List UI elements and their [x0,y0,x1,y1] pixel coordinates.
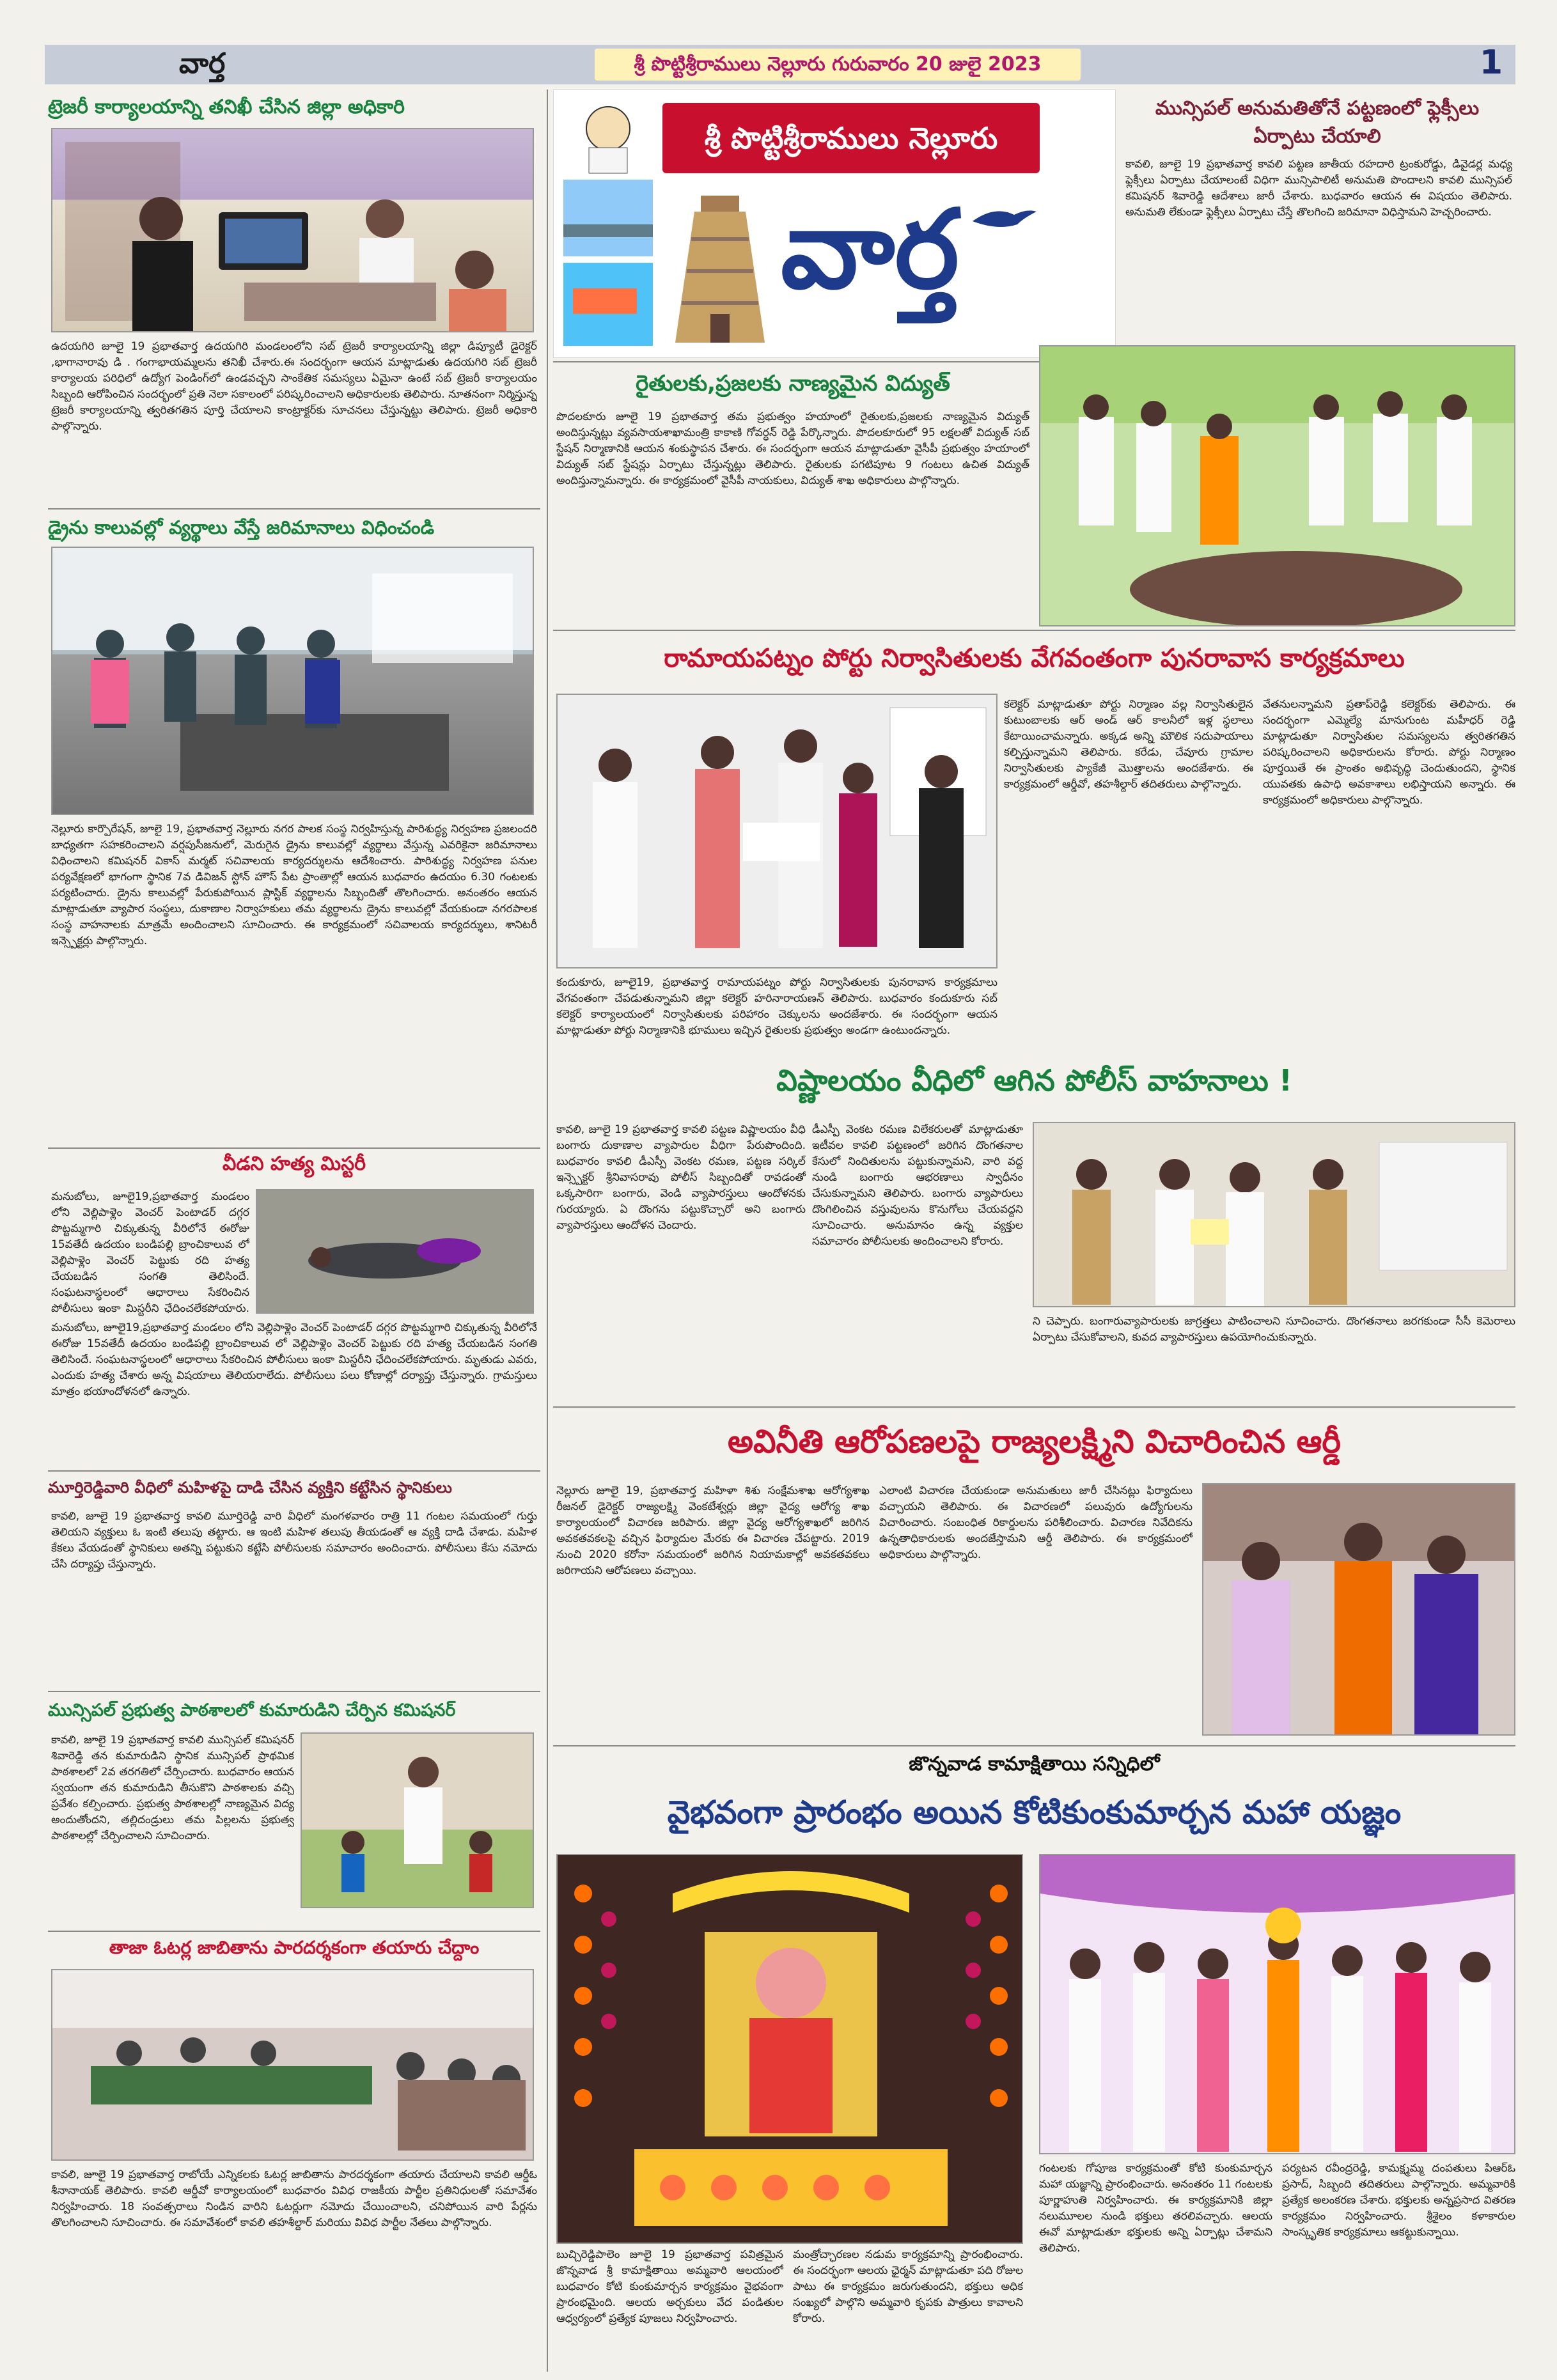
murder-headline: వీడని హత్య మిస్టరీ [223,1153,366,1175]
yagnam-body-2: మంత్రోచ్ఛారణల నడుమ కార్యక్రమాన్ని ప్రారంభించారు. ఈ సందర్భంగా ఆలయ ఛైర్మన్ మాట్లాడుతూ పది రోజుల పాటు ఈ కార్యక్రమం జరుగుతుందని, భక్తులు అధిక సంఖ్యలో పాల్గొని అమ్మవారి కృపకు పాత్రులు కావాలని కోరారు. [793,2248,1023,2325]
yagnam-crowd-photo [1039,1854,1515,2154]
divider [48,1931,540,1932]
murder-photo [256,1189,534,1314]
thief-headline: మూర్తిరెడ్డివారి వీధిలో మహిళపై దాడి చేసిన వ్యక్తిని కట్టేసిన స్థానికులు [48,1479,452,1497]
drain-headline: డ్రైను కాలువల్లో వ్యర్థాలు వేస్తే జరిమానాలు విధించండి [48,517,435,538]
power-scene [1040,346,1515,626]
port-headline: రామాయపట్నం పోర్టు నిర్వాసితులకు వేగవంతంగా పునరావాస కార్యక్రమాలు [664,644,1405,673]
divider [48,1470,540,1472]
voters-scene [52,1970,534,2161]
port-photo [556,694,998,968]
power-headline: రైతులకు,ప్రజలకు నాణ్యమైన విద్యుత్ [636,371,950,396]
power-body: పొదలకూరు జూలై 19 ప్రభాతవార్త తమ ప్రభుత్వం హయాంలో రైతులకు,ప్రజలకు నాణ్యమైన విద్యుత్ అందిస్తున్నట్లు వ్యవసాయశాఖామంత్రి కాకాణి గోవర్ధన్ రెడ్డి పేర్కొన్నారు. పొదలకూరులో 95 లక్షలతో విద్యుత్ సబ్ స్టేషన్ నిర్మాణానికి ఆయన శంకుస్థాపన చేశారు. ఈ సందర్భంగా ఆయన మాట్లాడుతూ వైసీపీ ప్రభుత్వం హయాంలో విద్యుత్ సబ్ స్టేషన్లు ఏర్పాటు చేస్తున్నట్లు తెలిపారు. రైతులకు పగటిపూట 9 గంటలు ఉచిత విద్యుత్ అందిస్తున్నామన్నారు. ఈ కార్యక్రమంలో వైసీపీ నాయకులు, విద్యుత్ శాఖ అధికారులు పాల్గొన్నారు. [556,410,1029,487]
police-headline: విష్ణాలయం వీధిలో ఆగిన పోలీస్ వాహనాలు ! [553,1052,1515,1109]
police-scene [1034,1123,1515,1307]
yagnam-deity-photo [556,1854,1023,2244]
divider [48,508,540,509]
divider [553,630,1515,631]
voters-photo [51,1969,534,2161]
divider [553,1745,1515,1746]
murder-scene [257,1190,534,1314]
acb-photo [1202,1483,1515,1736]
divider [48,1147,540,1149]
treasury-scene [52,129,534,332]
acb-body-1: నెల్లూరు జూలై 19, ప్రభాతవార్త మహిళా శిశు సంక్షేమశాఖ ఆరోగ్యశాఖ రీజనల్ డైరెక్టర్ రాజ్యలక్ష్మి వెంకటేశ్వర్లు జిల్లా వైద్య ఆరోగ్య శాఖ కార్యాలయంలో విచారణ జరిపారు. జిల్లా వైద్య ఆరోగ్యశాఖలో జరిగిన అవకతవకలపై వచ్చిన ఫిర్యాదుల మేరకు ఈ విచారణ చేపట్టారు. 2019 నుంచి 2020 కరోనా సమయంలో జరిగిన నియామకాల్లో అవకతవకలు జరిగాయని ఆరోపణలు వచ్చాయి. [556,1484,870,1577]
masthead [553,89,1116,358]
treasury-body: ఉదయగిరి జూలై 19 ప్రభాతవార్త ఉదయగిరి మండలంలోని సబ్ ట్రెజరీ కార్యాలయాన్ని జిల్లా డిప్యూటీ డైరెక్టర్ ,భాగానారావు డి . గంగాభాయమ్మలను తనిఖీ చేశారు.ఈ సందర్భంగా ఆయన మాట్లాడుతు ఉదయగిరి సబ్ ట్రెజరీ కార్యాలయ పరిధిలో ఉద్యోగ పెండింగ్‌లో ఉండవచ్చని సాంకేతిక సమస్యలు ఏమైనా ఉంటే సబ్ ట్రెజరీ కార్యాలయం సిబ్బంది ఆరోపించిన సందర్భంలో ప్రతి నెలా సకాలంలో పరిష్కరించాలని అధికారులకు తెలిపారు. నూతనంగా నిర్మిస్తున్న ట్రెజరీ కార్యాలయాన్ని త్వరితగతిన పూర్తి చేయాలని కాంట్రాక్టర్‌కు సూచనలు చేస్తున్నట్టు తెలిపారు. ట్రెజరీ అధికారి పాల్గొన్నారు. [51,340,537,433]
voters-headline: తాజా ఓటర్ల జాబితాను పారదర్శకంగా తయారు చేద్దాం [109,1937,480,1958]
thief-body: కావలి, జూలై 19 ప్రభాతవార్త కావలి మూర్తిరెడ్డి వారి వీధిలో మంగళవారం రాత్రి 11 గంటల సమయంలో గుర్తు తెలియని వ్యక్తులు ఓ ఇంటి తలుపు తట్టారు. ఆ ఇంటి మహిళ తలుపు తీయడంతో ఆ వ్యక్తి దాడి చేశాడు. మహిళ కేకలు వేయడంతో స్థానికులు అతన్ని పట్టుకుని కట్టేసి పోలీసులకు సమాచారం అందించారు. పోలీసులు కేసు నమోదు చేసి దర్యాప్తు చేస్తున్నారు. [51,1510,537,1571]
yagnam-deity-scene [558,1855,1023,2244]
header-brand: వార్త [179,47,226,80]
acb-scene [1203,1484,1515,1736]
police-body-1: కావలి, జూలై 19 ప్రభాతవార్త కావలి పట్టణ విష్ణాలయం వీధి బంగారు దుకాణాల వ్యాపారుల వీధిగా పేరుపొందింది. బుధవారం కావలి డీఎస్పీ వెంకట రమణ, పట్టణ సర్కిల్ ఇన్స్పెక్టర్ శ్రీనివాసరావు పోలీస్ సిబ్బందితో రావడంతో ఒక్కసారిగా బంగారు, వెండి వ్యాపారస్తులు ఆందోళనకు గురయ్యారు. ఏ దొంగను పట్టుకొచ్చారో అని బంగారు వ్యాపారస్తులు ఆందోళన చెందారు. [556,1123,806,1232]
acb-body-2: ఎలాంటి విచారణ చేయకుండా అనుమతులు జారీ చేసినట్లు ఫిర్యాదులు వచ్చాయని తెలిపారు. ఈ విచారణలో పలువురు ఉద్యోగులను విచారించారు. సంబంధిత రికార్డులను పరిశీలించారు. విచారణ నివేదికను ఉన్నతాధికారులకు అందజేస్తామని ఆర్డీ తెలిపారు. ఈ కార్యక్రమంలో అధికారులు పాల్గొన్నారు. [879,1484,1193,1561]
voters-body: కావలి, జూలై 19 ప్రభాతవార్త రాబోయే ఎన్నికలకు ఓటర్ల జాబితాను పారదర్శకంగా తయారు చేయాలని కావలి ఆర్డీఓ శీనానాయక్ తెలిపారు. కావలి ఆర్డీవో కార్యాలయంలో బుధవారం వివిధ రాజకీయ పార్టీల ప్రతినిధులతో సమావేశం నిర్వహించారు. 18 సంవత్సరాలు నిండిన వారిని ఓటర్లుగా నమోదు చేయించాలని, చనిపోయిన వారి పేర్లను తొలగించాలని సూచించారు. ఈ సమావేశంలో కావలి తహశీల్దార్ మరియు వివిధ పార్టీల నేతలు పాల్గొన్నారు. [51,2168,537,2229]
flex-body: కావలి, జూలై 19 ప్రభాతవార్త కావలి పట్టణ జాతీయ రహదారి ట్రంకురోడ్డు, డివైడర్ల మధ్య ఫ్లెక్సీలు ఏర్పాటు చేయాలంటే విధిగా మున్సిపాలిటీ అనుమతి పొందాలని కావలి మున్సిపల్ కమిషనర్ శివారెడ్డి ఆదేశాలు జారీ చేశారు. బుధవారం ఆయన ఈ విషయం తెలిపారు. అనుమతి లేకుండా ఫ్లెక్సీలు ఏర్పాటు చేస్తే తొలగించి జరిమానా విధిస్తామని హెచ్చరించారు. [1125,158,1512,219]
yagnam-body-4: పర్యటన రవీంద్రరెడ్డి, కామక్ష్మమ్మ దంపతులు పిఆర్ఓ ప్రసాద్, సిబ్బంది తదితరులు పాల్గొన్నారు. అమ్మవారికి ప్రత్యేక అలంకరణ చేశారు. భక్తులకు అన్నప్రసాద వితరణ కార్యక్రమం నిర్వహించారు. శ్రీశైలం కళాకారుల సాంస్కృతిక కార్యక్రమాలు ఆకట్టుకున్నాయి. [1282,2162,1515,2239]
dove-icon [969,202,1046,234]
acb-headline: అవినీతి ఆరోపణలపై రాజ్యలక్ష్మిని విచారించిన ఆర్డీ [727,1423,1342,1460]
police-body-3: ని చెప్పారు. బంగారువ్యాపారులకు జాగ్రత్తలు పాటించాలని సూచించారు. దొంగతనాలు జరగకుండా సీసీ కెమెరాలు ఏర్పాటు చేసుకోవాలని, కువద వ్యాపారస్తులు ఉపయోగించుకున్నారు. [1033,1315,1515,1344]
drain-photo [51,547,534,815]
school-photo [301,1732,534,1908]
masthead-collage [560,97,656,352]
power-photo [1039,345,1515,626]
police-body-2: డీఎస్పీ వెంకట రమణ విలేకరులతో మాట్లాడుతూ ఇటీవల కావలి పట్టణంలో జరిగిన దొంగతనాల కేసులో నిందితులను పట్టుకున్నామని, వారి వద్ద నుండి బంగారు ఆభరణాలు స్వాధీనం చేసుకున్నామని తెలిపారు. బంగారు వ్యాపారులు దొంగిలించిన వస్తువులను కొనుగోలు చేయవద్దని సూచించారు. అనుమానం ఉన్న వ్యక్తుల సమాచారం పోలీసులకు అందించాలని కోరారు. [812,1123,1023,1248]
divider [553,1406,1515,1408]
port-body-1: కందుకూరు, జూలై19, ప్రభాతవార్త రామాయపట్నం పోర్టు నిర్వాసితులకు పునరావాస కార్యక్రమాలు వేగవంతంగా చేపడుతున్నామని జిల్లా కలెక్టర్ హరినారాయణన్ తెలిపారు. బుధవారం కందుకూరు సబ్ కలెక్టర్ కార్యాలయంలో నిర్వాసితులకు పరిహారం చెక్కులను అందజేశారు. ఈ సందర్భంగా ఆయన మాట్లాడుతూ పోర్టు నిర్మాణానికి భూములు ఇచ్చిన రైతులకు ప్రభుత్వం అండగా ఉంటుందన్నారు. [556,976,998,1037]
masthead-banner: శ్రీ పొట్టిశ్రీరాములు నెల్లూరు [662,103,1040,173]
yagnam-headline: వైభవంగా ప్రారంభం అయిన కోటికుంకుమార్చన మహా యజ్ఞం [667,1794,1402,1831]
divider [48,1691,540,1692]
column-separator [547,89,548,2372]
murder-body-lead: మనుబోలు, జూలై19,ప్రభాతవార్త మండలం లోని వెల్లిపాళ్లెం వెంచర్ పెంటాడర్ దగ్గర పొట్టమ్మగారి చిక్కుతున్న వీరిలోనే ఈరోజు 15వతేదీ ఉదయం బండిపల్లి బ్రాంచికాలువ లో వెల్లిపాళ్లెం వెంచర్ పెట్టుకు రది హత్య చేయబడిన సంగతి తెలిసిందే. సంఘటనాస్థలంలో ఆధారాలు సేకరించిన పోలీసులు ఇంకా మిస్టరీని ఛేదించలేకపోయారు. [51,1190,249,1315]
treasury-photo [51,128,534,332]
police-photo [1033,1122,1515,1307]
yagnam-crowd-scene [1040,1855,1515,2154]
yagnam-body-1: బుచ్చిరెడ్డిపాలెం జూలై 19 ప్రభాతవార్త పవిత్రమైన జొన్నవాడ శ్రీ కామాక్షితాయి అమ్మవారి ఆలయంలో బుధవారం కోటి కుంకుమార్చన కార్యక్రమం వైభవంగా ప్రారంభమైంది. ఆలయ అర్చకులు వేద పండితుల ఆధ్వర్యంలో ప్రత్యేక పూజలు నిర్వహించారు. [556,2248,783,2325]
temple-gopuram [662,192,778,346]
murder-body: మనుబోలు, జూలై19,ప్రభాతవార్త మండలం లోని వెల్లిపాళ్లెం వెంచర్ పెంటాడర్ దగ్గర పొట్టమ్మగారి చిక్కుతున్న వీరిలోనే ఈరోజు 15వతేదీ ఉదయం బండిపల్లి బ్రాంచికాలువ లో వెల్లిపాళ్లెం వెంచర్ పెట్టుకు రది హత్య చేయబడిన సంగతి తెలిసిందే. సంఘటనాస్థలంలో ఆధారాలు సేకరించిన పోలీసులు ఇంకా మిస్టరీని ఛేదించలేకపోయారు. మృతుడు ఎవరు, ఎందుకు హత్య చేశారు అన్న విషయాలు తెలియరాలేదు. పోలీసులు పలు కోణాల్లో దర్యాప్తు చేస్తున్నారు. గ్రామస్తులు మాత్రం భయాందోళనలో ఉన్నారు. [51,1321,537,1398]
port-scene [558,695,998,968]
drain-scene [52,548,534,815]
treasury-headline: ట్రెజరీ కార్యాలయాన్ని తనిఖీ చేసిన జిల్లా అధికారి [48,96,405,118]
yagnam-body-3: గంటలకు గోపూజ కార్యక్రమంతో కోటి కుంకుమార్చన మహా యజ్ఞాన్ని ప్రారంభించారు. అనంతరం 11 గంటలకు పూర్ణాహుతి నిర్వహించారు. ఈ కార్యక్రమానికి జిల్లా నలుమూలల నుండి భక్తులు తరలివచ్చారు. ఆలయ ఈవో మాట్లాడుతూ భక్తులకు అన్ని ఏర్పాట్లు చేశామని తెలిపారు. [1039,2162,1272,2255]
school-body: కావలి, జూలై 19 ప్రభాతవార్త కావలి మున్సిపల్ కమిషనర్ శివారెడ్డి తన కుమారుడిని స్థానిక మున్సిపల్ ప్రాథమిక పాఠశాలలో 2వ తరగతిలో చేర్పించారు. బుధవారం ఆయన స్వయంగా తన కుమారుడిని తీసుకొని పాఠశాలకు వచ్చి ప్రవేశం కల్పించారు. ప్రభుత్వ పాఠశాలల్లో నాణ్యమైన విద్య అందుతోందని, తల్లిదండ్రులు తమ పిల్లలను ప్రభుత్వ పాఠశాలల్లో చేర్పించాలని సూచించారు. [51,1734,294,1842]
school-headline: మున్సిపల్ ప్రభుత్వ పాఠశాలలో కుమారుడిని చేర్పిన కమిషనర్ [48,1700,456,1720]
drain-body: నెల్లూరు కార్పొరేషన్, జూలై 19, ప్రభాతవార్త నెల్లూరు నగర పాలక సంస్థ నిర్వహిస్తున్న పారిశుద్ధ్య నిర్వహణ ప్రజలందరి బాధ్యతగా సహకరించాలని వర్షపుసీజనులో, మెరుగైన డ్రైను కాలువల్లో వ్యర్థాలు వేస్తున్న ఎవరికైనా జరిమానాలు విధించాలని కమిషనర్ వికాస్ మర్మట్ సచివాలయ కార్యదర్శులను ఆదేశించారు. పారిశుద్ధ్య నిర్వహణ పనుల పర్యవేక్షణలో భాగంగా స్థానిక 7వ డివిజన్ స్టోన్ హౌస్ పేట ప్రాంతాల్లో ఆయన బుధవారం ఉదయం 6.30 గంటలకు పర్యటించారు. డ్రైను కాలువల్లో పేరుకుపోయిన ప్లాస్టిక్ వ్యర్థాలను సిబ్బందితో తొలగించారు. అనంతరం ఆయన మాట్లాడుతూ వ్యాపార సంస్థలు, దుకాణాల నిర్వాహకులు తమ వ్యర్థాలను డ్రైను కాలువల్లో వేయకుండా నగరపాలక సంస్థ వాహనాలకు మాత్రమే అందించాలని సూచించారు. ఈ కార్యక్రమంలో సచివాలయ కార్యదర్శులు, శానిటరీ ఇన్స్పెక్టర్లు పాల్గొన్నారు. [51,823,537,947]
school-scene [302,1734,534,1908]
yagnam-kicker: జొన్నవాడ కామాక్షితాయి సన్నిధిలో [909,1753,1160,1775]
header-dateline: శ్రీ పొట్టిశ్రీరాములు నెల్లూరు గురువారం 20 జులై 2023 [595,49,1081,81]
header-bar [45,45,1515,84]
flex-headline: మున్సిపల్ అనుమతితోనే పట్టణంలో ఫ్లెక్సీలు ఏర్పాటు చేయాలి [1155,97,1480,148]
page-number: 1 [1479,43,1503,82]
masthead-logo: వార్త [781,187,959,313]
port-body-3: వేతనులన్నామని ప్రతాప్‌రెడ్డి కలెక్టర్‌కు తెలిపారు. ఈ సందర్భంగా ఎమ్మెల్యే మానుగుంట మహీధర్ రెడ్డి మాట్లాడుతూ నిర్వాసితుల సమస్యలను త్వరితగతిన పరిష్కరించాలని అధికారులను కోరారు. పోర్టు నిర్మాణం పూర్తయితే ఈ ప్రాంతం అభివృద్ధి చెందుతుందని, స్థానిక యువతకు ఉపాధి అవకాశాలు లభిస్తాయని అన్నారు. ఈ కార్యక్రమంలో అధికారులు పాల్గొన్నారు. [1263,698,1515,807]
port-body-2: కలెక్టర్ మాట్లాడుతూ పోర్టు నిర్మాణం వల్ల నిర్వాసితులైన కుటుంబాలకు ఆర్ అండ్ ఆర్ కాలనీలో ఇళ్ల స్థలాలు కేటాయించామన్నారు. అక్కడ అన్ని మౌలిక సదుపాయాలు కల్పిస్తున్నామని తెలిపారు. కరేడు, చేవూరు గ్రామాల నిర్వాసితులకు ప్యాకేజీ మొత్తాలను అందజేశారు. ఈ కార్యక్రమంలో ఆర్డీవో, తహశీల్దార్ తదితరులు పాల్గొన్నారు. [1004,698,1253,791]
